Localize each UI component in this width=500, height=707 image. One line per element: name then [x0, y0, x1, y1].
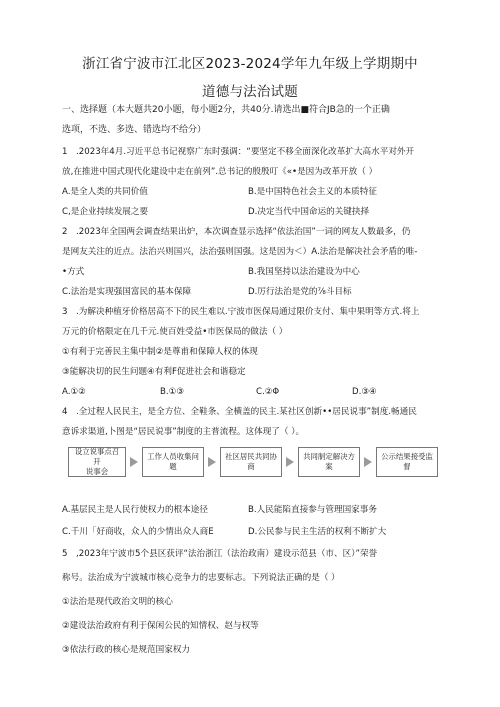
section-instruction-line2: 选项，不选、多选、错选均不给分） — [62, 125, 207, 135]
question-4-line2: 意诉求渠道,卜图是“居民说事”制度的主普流程。这体现了（ ）。 — [62, 427, 305, 437]
question-2-option-d: D.厉行法治是党的⅞斗目标 — [248, 287, 352, 297]
flow-step-1: 设立说事点召开 说事会 — [68, 447, 126, 477]
question-3-item2: ③能解决切的民生问题④有利F促进社会和谐稳定 — [62, 367, 246, 377]
question-3-option-d: D.③④ — [352, 387, 377, 397]
question-4-option-c: C.千川「好商收，众人的少情出众人商E — [62, 527, 214, 537]
flow-arrow-icon — [286, 457, 294, 467]
question-5-line2: 称号。法治成为宁波城市核心竞争力的忠要标志。下列说法正确的是（ ） — [62, 573, 340, 583]
exam-title: 浙江省宁波市江北区2023-2024学年九年级上学期期中 — [82, 56, 418, 72]
question-5-item3: ③依法行政的核心是规范国家权力 — [62, 645, 191, 655]
question-1-option-b: B.是中国特色社会主义的本质特征 — [248, 187, 377, 197]
question-4-line1: 4 .全过程人民民主，是全方位、全鞋条、全横盖的民主.某社区创新••居民说事”制度.畅通民 — [62, 407, 417, 417]
question-3-option-a: A.①② — [62, 387, 86, 397]
question-2-option-b: B.我国坚持以法治建设为中心 — [248, 267, 360, 277]
question-1-option-d: D.决定当代中国命运的关键抉择 — [248, 207, 370, 217]
question-5-item1: ①法治是现代政治文明的核心 — [62, 597, 173, 607]
process-flow-diagram — [68, 447, 438, 479]
question-3-line1: 3 .为解决种植牙价格居高不下的民生难以.宁波市医保局通过限价支付、集中果明等方式.将上 — [62, 307, 420, 317]
question-2-option-c: C.法治是实现强国富民的基本保障 — [62, 287, 192, 297]
question-1-line2: 放,在推进中国式现代化建设中走在前列”.总书记的殷殷叮《«•是因为改革开放（ ） — [62, 167, 378, 177]
flow-step-4: 共同制定解决方 案 — [298, 447, 360, 477]
question-4-option-d: D.公民参与民主生活的权利不断扩大 — [248, 527, 387, 537]
section-instruction-line1: 一、选择题（本大题共20小题，每小题2分，共40分.请选出■符合JB急的一个正确 — [62, 105, 390, 115]
question-2-line2: 是网友关注的近点。法治兴则国兴，法治强则国强。这是因为＜）A.法治是解决社会矛盾的唯- — [62, 247, 418, 257]
question-4-option-b: B.人民能陷直接参与管理国家事务 — [248, 505, 377, 515]
question-3-item1: ①有利于完善民主集中制②是尊甫和保障人权的体现 — [62, 347, 258, 357]
exam-subtitle: 道德与法治试题 — [202, 84, 298, 100]
flow-arrow-icon — [208, 457, 216, 467]
flow-step-2: 工作人员收集问 题 — [142, 447, 204, 477]
question-5-line1: 5 ,2023年宁波市5个县区获评“法治浙江（法治政南）建设示范县（市、区）”荣誉 — [62, 549, 378, 559]
flow-step-3: 社区居民共同协 商 — [220, 447, 282, 477]
flow-step-5: 公示结果接受监 督 — [376, 447, 438, 477]
question-1-option-c: C,是企业持续发展之要 — [62, 207, 149, 217]
question-5-item2: ②建设法治政府有利于保闲公民的知情权、赵与权等 — [62, 621, 259, 631]
question-4-option-a: A.基层民主是人民行使权力的根本途径 — [62, 505, 208, 515]
question-3-line2: 万元的价格限定在几千元.使百姓受益•市医保局的做法（ ） — [62, 327, 288, 337]
question-2-line3: •方式 — [62, 267, 85, 277]
question-1-option-a: A.是全人类的共同价值 — [62, 187, 148, 197]
flow-arrow-icon — [364, 457, 372, 467]
question-1-line1: 1 .2023年4月.习近平总书记视察广东时强调：“要坚定不移全面深化改革扩大高水平对外开 — [62, 147, 415, 157]
question-2-line1: 2 .2023年全国两会调查结果出炉，本次调查显示选择“依法治国”一词的网友人数最多，仍 — [62, 227, 411, 237]
question-3-option-c: C.②Φ — [256, 387, 280, 397]
flow-arrow-icon — [130, 457, 138, 467]
question-3-option-b: B.①③ — [160, 387, 185, 397]
